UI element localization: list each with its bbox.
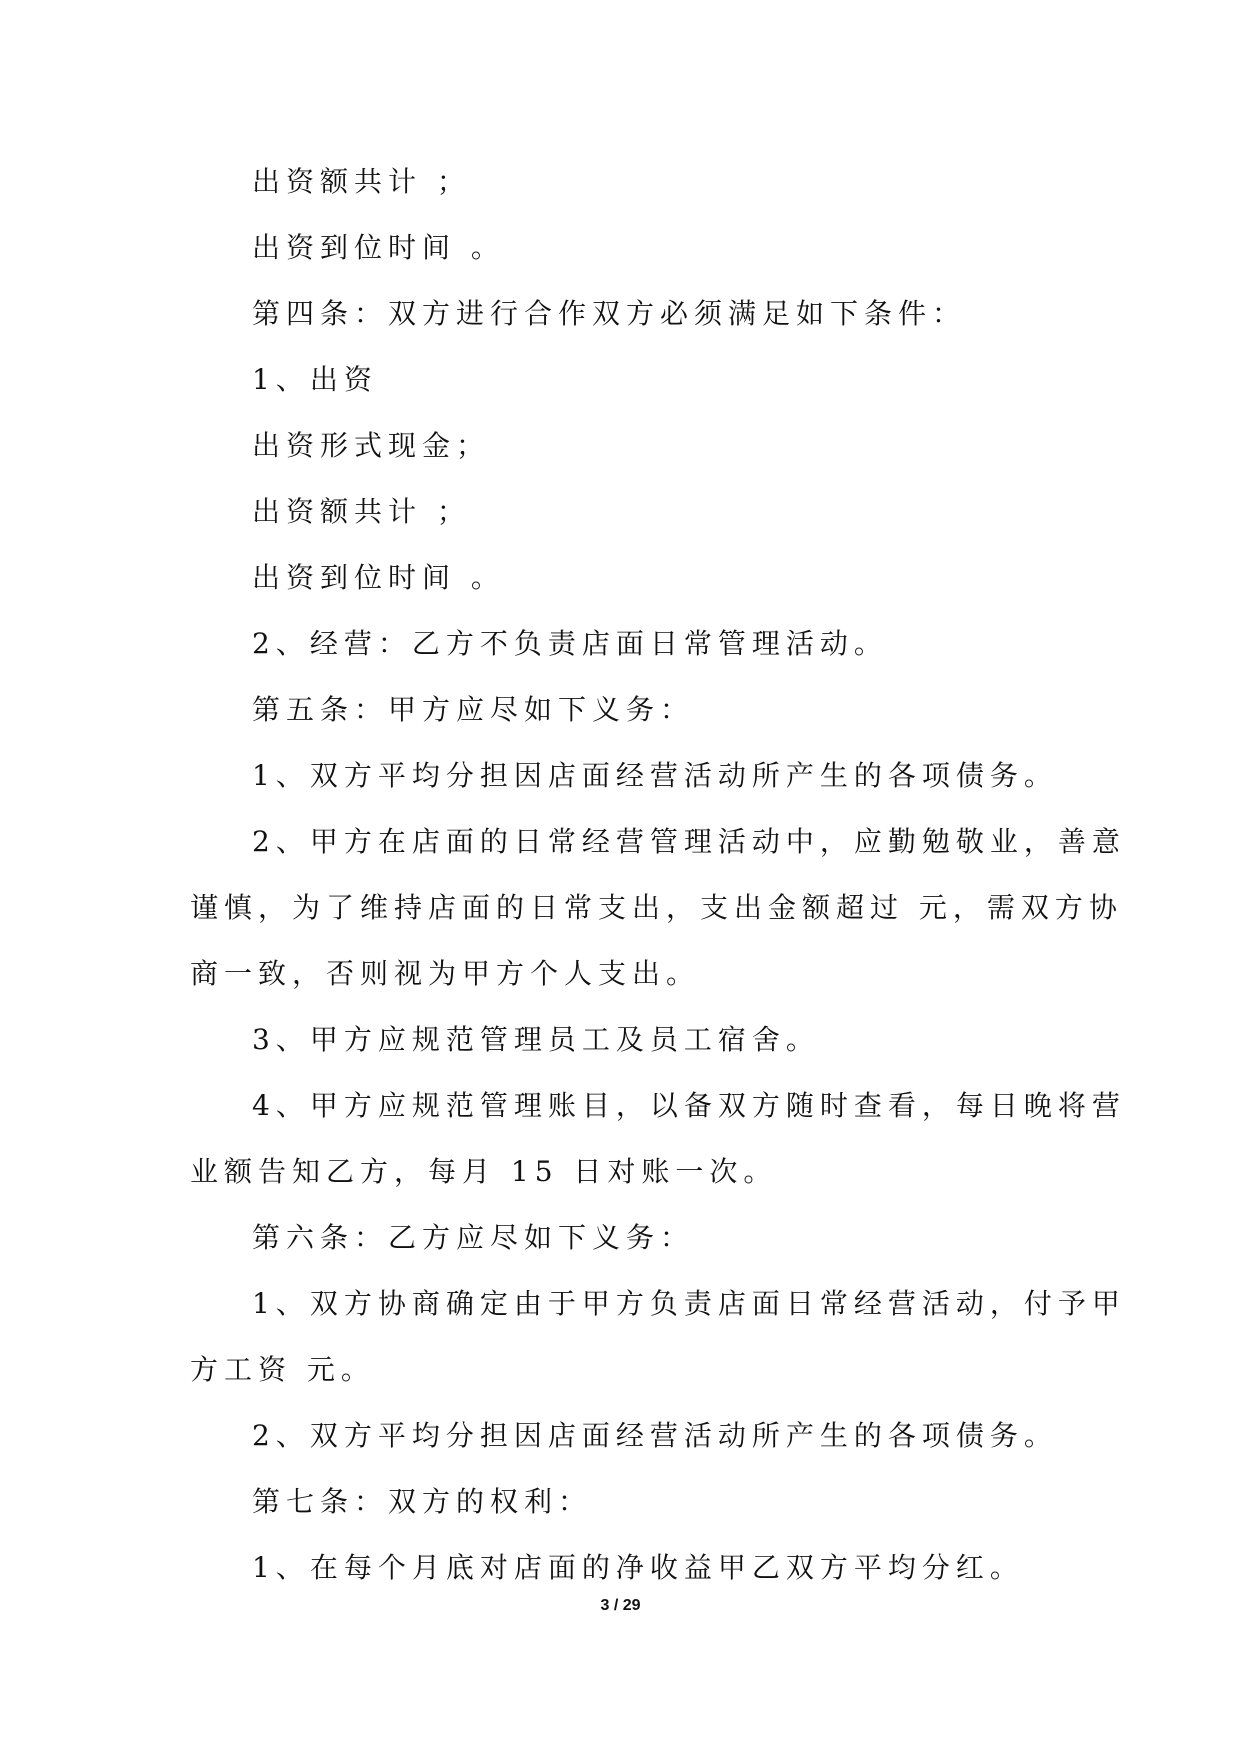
paragraph-line: 1、在每个月底对店面的净收益甲乙双方平均分红。: [252, 1551, 1024, 1584]
paragraph-line: 谨慎，为了维持店面的日常支出，支出金额超过 元，需双方协: [190, 891, 1123, 924]
paragraph-line: 1、双方平均分担因店面经营活动所产生的各项债务。: [252, 759, 1058, 792]
paragraph-line: 第七条：双方的权利：: [252, 1485, 593, 1518]
paragraph-line: 第六条：乙方应尽如下义务：: [252, 1221, 695, 1254]
paragraph-line: 第五条：甲方应尽如下义务：: [252, 693, 695, 726]
paragraph-line: 第四条：双方进行合作双方必须满足如下条件：: [252, 297, 967, 330]
paragraph-line: 2、双方平均分担因店面经营活动所产生的各项债务。: [252, 1419, 1058, 1452]
paragraph-line: 出资到位时间 。: [252, 561, 505, 594]
paragraph-line: 商一致，否则视为甲方个人支出。: [190, 957, 701, 990]
paragraph-line: 3、甲方应规范管理员工及员工宿舍。: [252, 1023, 820, 1056]
paragraph-line: 2、甲方在店面的日常经营管理活动中，应勤勉敬业，善意: [252, 825, 1126, 858]
paragraph-line: 出资额共计 ；: [252, 495, 471, 528]
paragraph-line: 方工资 元。: [190, 1353, 375, 1386]
paragraph-line: 1、出资: [252, 363, 378, 396]
paragraph-line: 1、双方协商确定由于甲方负责店面日常经营活动，付予甲: [252, 1287, 1126, 1320]
paragraph-line: 业额告知乙方，每月 15 日对账一次。: [190, 1155, 778, 1188]
paragraph-line: 2、经营：乙方不负责店面日常管理活动。: [252, 627, 888, 660]
paragraph-line: 出资额共计 ；: [252, 165, 471, 198]
paragraph-line: 出资到位时间 。: [252, 231, 505, 264]
page-number: 3 / 29: [600, 1597, 641, 1614]
paragraph-line: 出资形式现金；: [252, 429, 491, 462]
paragraph-line: 4、甲方应规范管理账目，以备双方随时查看，每日晚将营: [252, 1089, 1126, 1122]
